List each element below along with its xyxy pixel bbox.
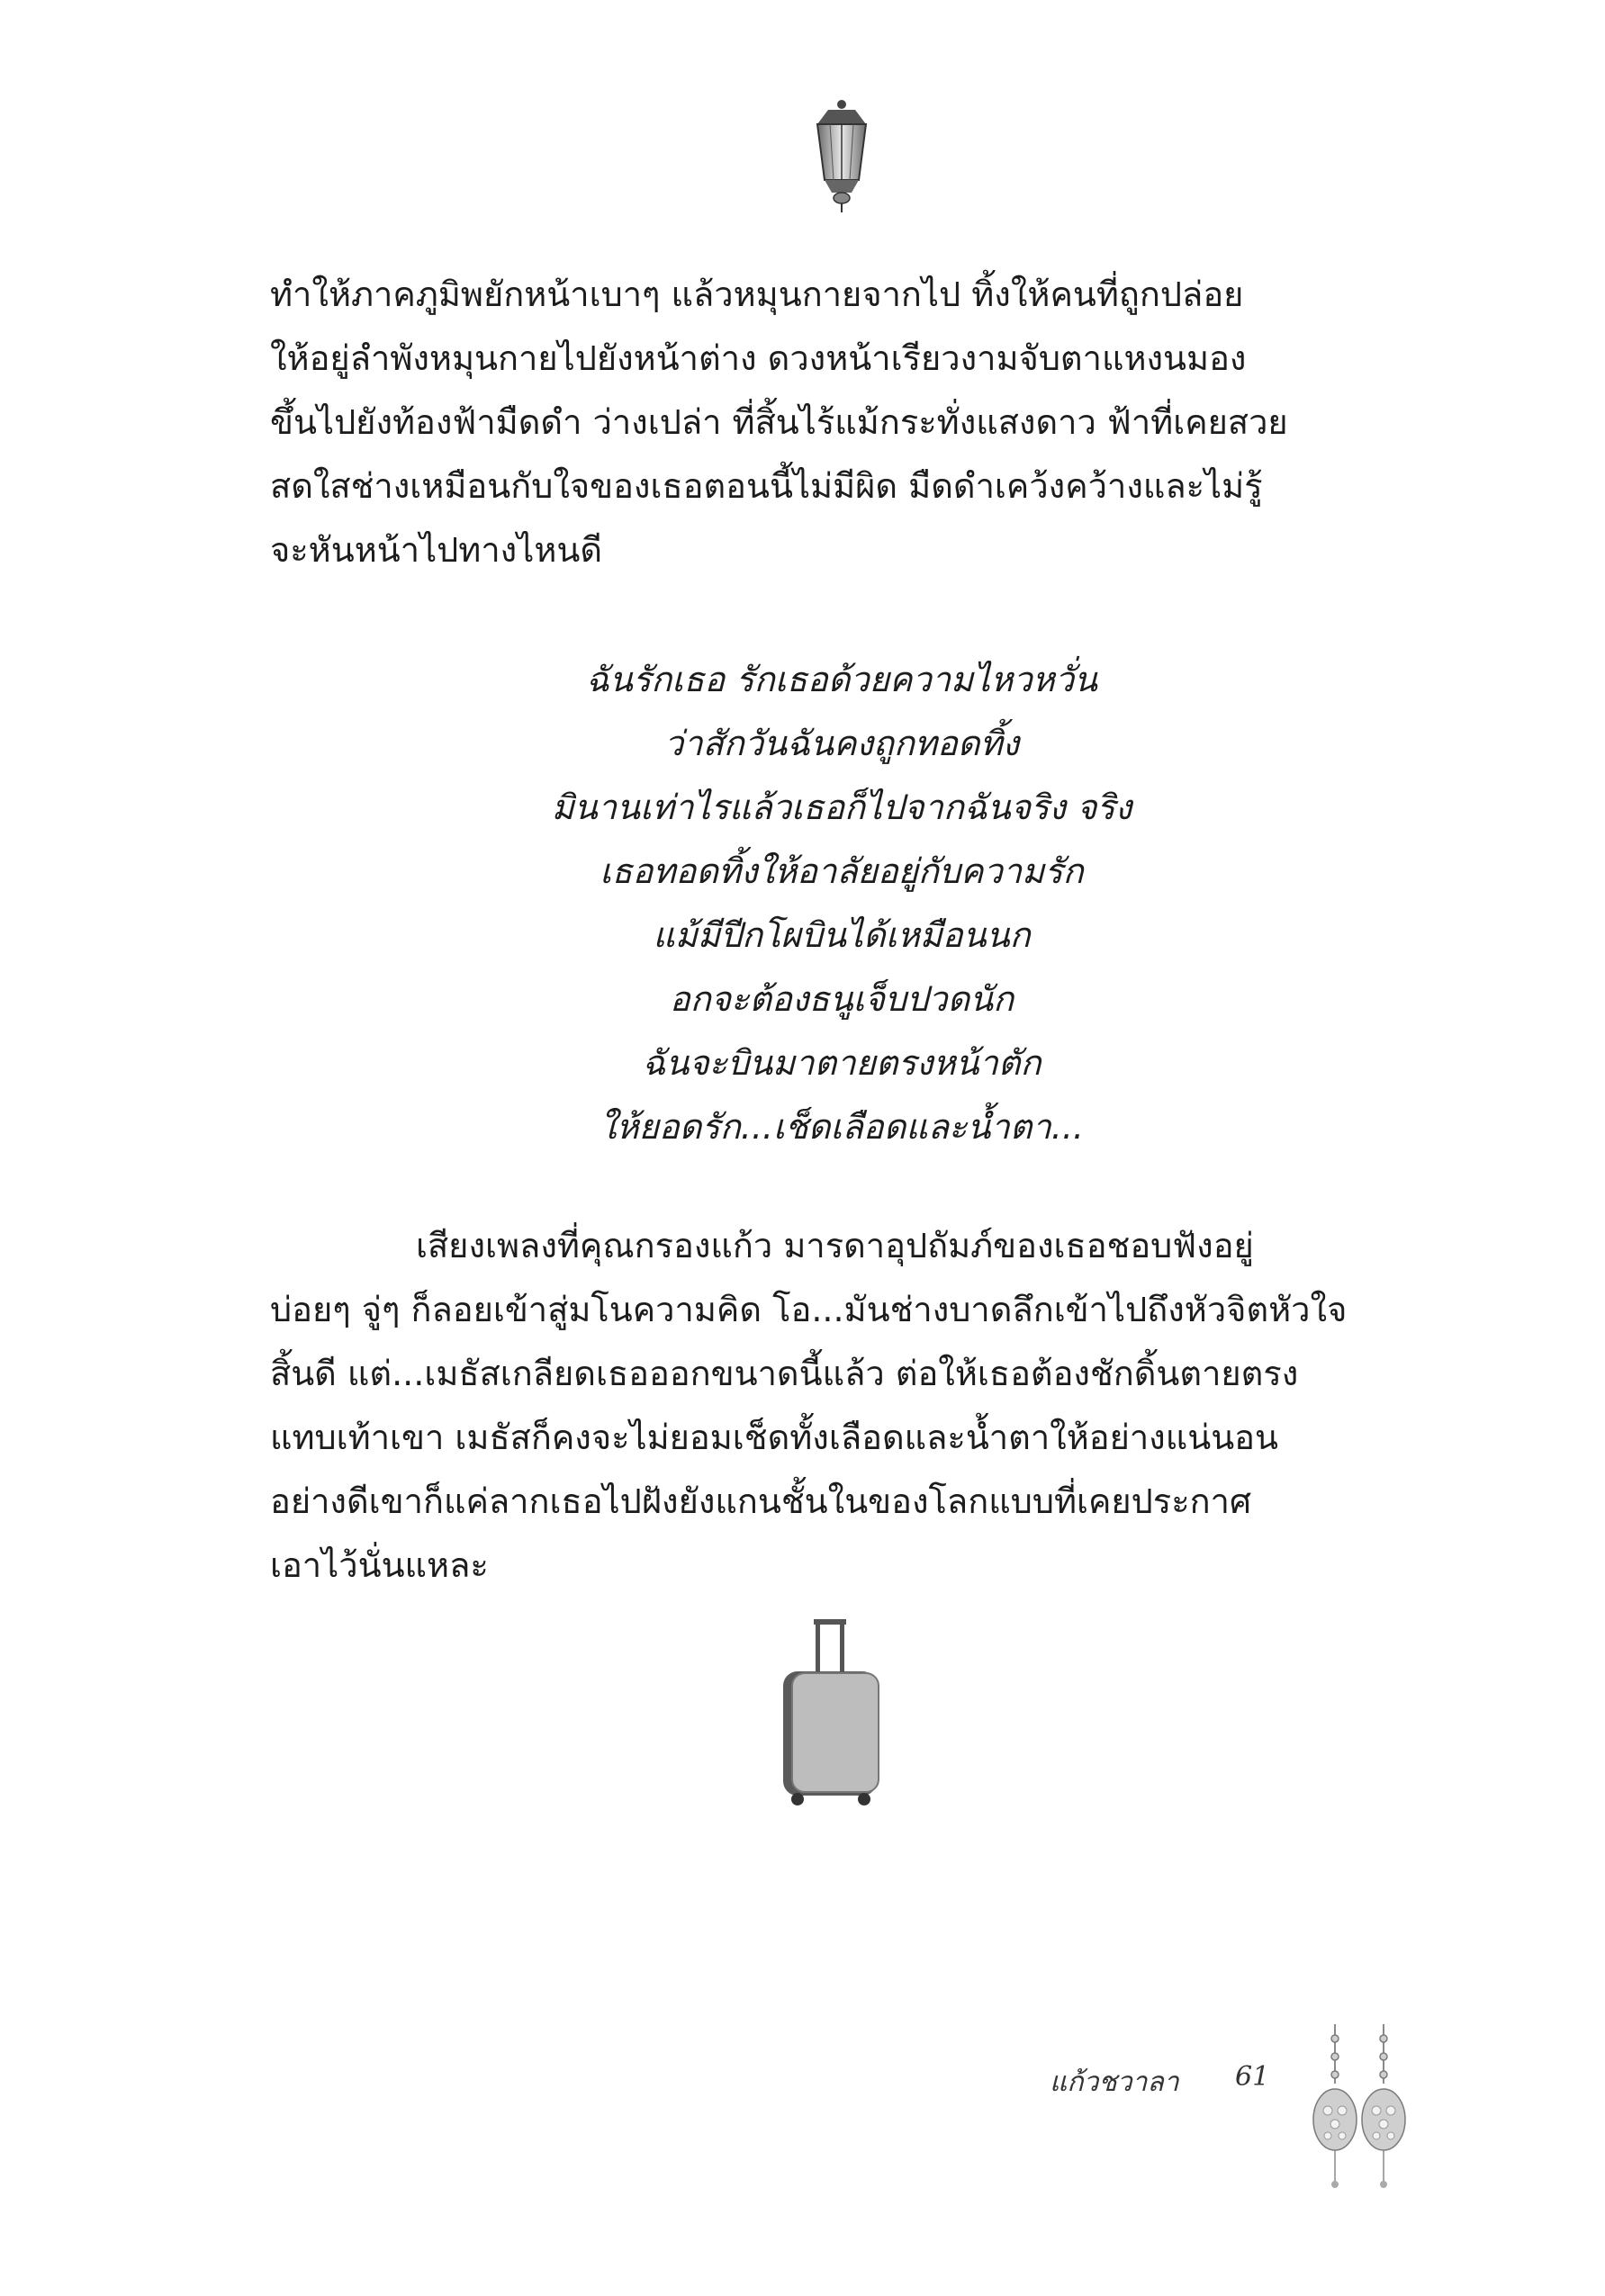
paragraph-line: อย่างดีเขาก็แค่ลากเธอไปฝังยังแกนชั้นในของโลกแบบที่เคยประกาศ	[270, 1481, 1252, 1521]
suitcase-icon	[776, 1616, 884, 1809]
paragraph-line: ทำให้ภาคภูมิพยักหน้าเบาๆ แล้วหมุนกายจากไป ทิ้งให้คนที่ถูกปล่อย	[270, 275, 1244, 314]
paragraph-line: จะหันหน้าไปทางไหนดี	[270, 530, 603, 570]
earrings-icon	[1310, 2021, 1409, 2192]
lyric-line: มินานเท่าไรแล้วเธอก็ไปจากฉันจริง จริง	[551, 788, 1132, 827]
lyric-line: แม้มีปีกโผบินได้เหมือนนก	[653, 915, 1031, 955]
lyric-line: ฉันรักเธอ รักเธอด้วยความไหวหวั่น	[585, 660, 1098, 699]
paragraph-line: ขึ้นไปยังท้องฟ้ามืดดำ ว่างเปล่า ที่สิ้นไร้แม้กระทั่งแสงดาว ฟ้าที่เคยสวย	[270, 402, 1288, 442]
paragraph-2	[270, 1214, 1413, 1598]
page-number: 61	[1235, 2061, 1270, 2093]
paragraph-line: ให้อยู่ลำพังหมุนกายไปยังหน้าต่าง ดวงหน้าเรียวงามจับตาแหงนมอง	[270, 338, 1247, 378]
paragraph-line: เสียงเพลงที่คุณกรองแก้ว มารดาอุปถัมภ์ของเธอชอบฟังอยู่	[416, 1226, 1254, 1265]
paragraph-line: สิ้นดี แต่...เมธัสเกลียดเธอออกขนาดนี้แล้ว ต่อให้เธอต้องชักดิ้นตายตรง	[270, 1354, 1299, 1393]
paragraph-line: บ่อยๆ จู่ๆ ก็ลอยเข้าสู่มโนความคิด โอ...มันช่างบาดลึกเข้าไปถึงหัวจิตหัวใจ	[270, 1290, 1348, 1329]
paragraph-line: แทบเท้าเขา เมธัสก็คงจะไม่ยอมเช็ดทั้งเลือดและน้ำตาให้อย่างแน่นอน	[270, 1418, 1278, 1457]
song-lyrics	[270, 648, 1413, 1159]
lyric-line: เธอทอดทิ้งให้อาลัยอยู่กับความรัก	[600, 851, 1084, 891]
lyric-line: ฉันจะบินมาตายตรงหน้าตัก	[642, 1043, 1041, 1083]
lantern-icon	[801, 97, 882, 214]
paragraph-1	[270, 263, 1413, 582]
lyric-line: ว่าสักวันฉันคงถูกทอดทิ้ง	[663, 724, 1020, 763]
lyric-line: อกจะต้องธนูเจ็บปวดนัก	[669, 979, 1014, 1019]
paragraph-line: เอาไว้นั่นแหละ	[270, 1545, 489, 1585]
lyric-line: ให้ยอดรัก...เช็ดเลือดและน้ำตา...	[599, 1107, 1084, 1147]
book-title: แก้วชวาลา	[1050, 2066, 1179, 2098]
paragraph-line: สดใสช่างเหมือนกับใจของเธอตอนนี้ไม่มีผิด มืดดำเคว้งคว้างและไม่รู้	[270, 466, 1263, 506]
